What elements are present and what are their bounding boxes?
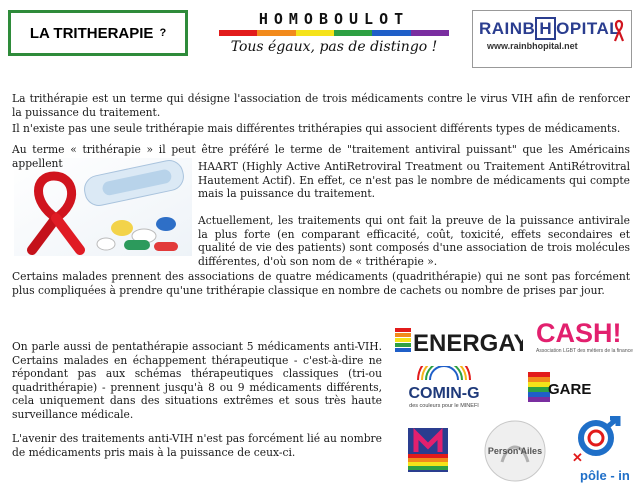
comin-g-text: COMIN-G: [408, 385, 480, 402]
page-title: LA TRITHERAPIE: [29, 24, 154, 42]
personnailes-circle-icon: [482, 418, 548, 484]
rainbhopital-name: [479, 19, 631, 39]
paragraph-definition: La trithérapie est un terme qui désigne l'association de trois médicaments contre le virus VIH afin de renforcer la puissance du traitement.: [12, 92, 630, 119]
energay-text: ENERGAY: [413, 330, 523, 356]
rainbow-bar: [219, 30, 449, 36]
energay-stripes-icon: [395, 322, 523, 356]
ribbon-and-pills-image: [14, 158, 192, 256]
homoboulot-logo: [215, 10, 453, 66]
paragraph-future: L'avenir des traitements anti-VIH n'est pas forcément lié au nombre de médicaments pris mais à la puissance de ceux-ci.: [12, 432, 382, 459]
rainbhopital-name-post: OPITAL: [556, 19, 621, 38]
homoboulot-slogan: Tous égaux, pas de distingo !: [230, 39, 438, 55]
svg-text:✕: ✕: [572, 450, 583, 464]
paragraph-quadritherapy: Certains malades prennent des associations de quatre médicaments (quadrithérapie) qui ne sont pas forcément plus compliquées à prendre qu'une trithérapie classique en nombre de cachets ou nombre de prises par jour.: [12, 270, 630, 297]
rainbhopital-name-pre: RAINB: [479, 19, 536, 38]
pole-in-text: pôle - in: [580, 468, 630, 483]
gare-text: GARE!: [548, 381, 592, 398]
rainbhopital-logo: [472, 10, 632, 68]
paragraph-pentatherapy: On parle aussi de pentathérapie associant 5 médicaments anti-VIH. Certains malades en échappement thérapeutique - c'est-à-dire ne répondant pas aux schémas thérapeutiques classiques (tri-ou quadrithérapie) - prennent jusqu'à 8 ou 9 médicaments différents, cela uniquement dans des situations extrêmes et sous très haute surveillance médicale.: [12, 340, 382, 421]
rainbow-m-icon: [402, 424, 454, 482]
comin-g-subtitle: des couleurs pour le MINEFI: [409, 403, 479, 409]
comin-g-logo: [398, 366, 490, 412]
red-ribbon-icon: [613, 19, 625, 43]
rainbhopital-url: www.rainbhopital.net: [487, 41, 578, 51]
personnailes-text: Person'Ailes: [487, 446, 543, 456]
cash-logo: [536, 318, 632, 358]
page-title-mark: ?: [159, 27, 167, 39]
mobilisnoo-logo: [402, 424, 454, 482]
cash-subtitle: Association LGBT des métiers de la finance: [536, 348, 633, 354]
paragraph-haart: HAART (Highly Active AntiRetroviral Treatment ou Traitement AntiRétrovitral Hautement Actif). En effet, ce n'est pas le nombre de médicaments qui compte mais la puissance du traitement.: [198, 160, 630, 200]
rainbhopital-name-h: H: [535, 17, 556, 40]
gare-rainbow-icon: [526, 368, 592, 406]
paragraph-multiple-tritherapies: Il n'existe pas une seule trithérapie mais différentes trithérapies qui associent différents types de médicaments.: [12, 122, 621, 135]
personnailes-logo: [482, 418, 548, 484]
comin-g-arc-icon: [414, 366, 474, 380]
homoboulot-name: HOMOBOULOT: [258, 10, 410, 28]
gare-logo: [526, 368, 592, 406]
page-title-box: [8, 10, 188, 56]
gender-symbols-icon: [566, 416, 632, 464]
pole-in-logo: [566, 416, 632, 486]
paragraph-current-treatments: Actuellement, les traitements qui ont fait la preuve de la puissance antivirale la plus forte (en comparant efficacité, coût, toxicité, effets secondaires et qualité de vie des patients) sont composés d'une association de trois molécules différentes, d'où son nom de « trithérapie ».: [198, 214, 630, 268]
paragraph-antiviral-intro: Au terme « trithérapie » il peut être préféré le terme de "traitement antiviral puissant" que les Américains appellent: [12, 143, 630, 170]
energay-logo: [395, 322, 523, 356]
cash-text: CASH!: [536, 318, 622, 348]
